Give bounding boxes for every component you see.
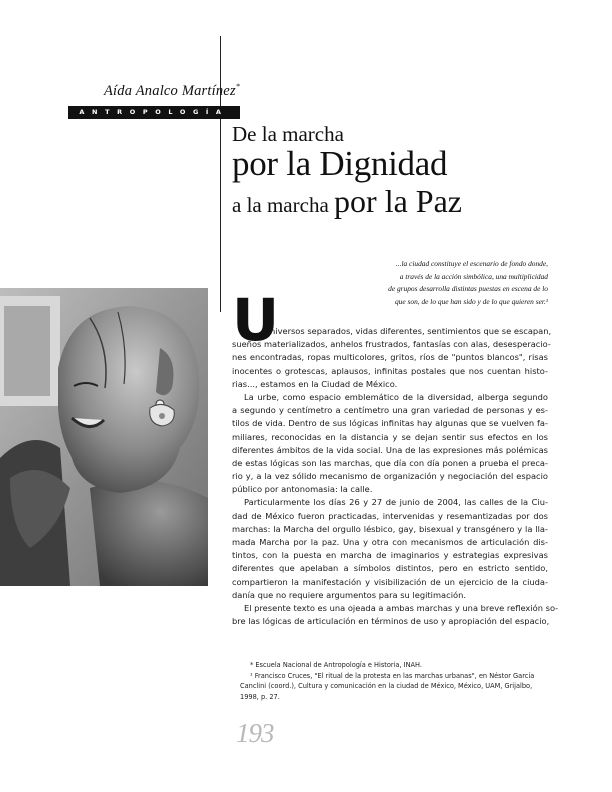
body-line: tintos, con la puesta en marcha de imaginarios y estrategias expresivas xyxy=(232,550,548,561)
author-name: Aída Analco Martínez* xyxy=(103,82,240,99)
body-line: marchas: la Marcha del orgullo lésbico, gay, bisexual y transgénero y la lla- xyxy=(232,523,548,534)
body-line: mada Marcha por la paz. Una y otra con mecanismos de articulación dis- xyxy=(232,537,548,547)
epigraph-line: de grupos desarrolla distintas puestas en escena de lo xyxy=(388,284,548,293)
vertical-rule xyxy=(220,36,221,312)
body-line: nes encontradas, ropas multicolores, gritos, ríos de "puntos blancos", risas xyxy=(232,352,548,363)
footnote-line: Canclini (coord.), Cultura y comunicación en la ciudad de México, México, UAM, Grijalbo, xyxy=(240,682,533,691)
body-line: público por antonomasia: la calle. xyxy=(232,484,373,495)
body-line: bre las lógicas de articulación en términos de uso y apropiación del espacio, xyxy=(232,616,550,627)
body-line: tilos de vida. Dentro de sus lógicas infinitas hay algunas que se vuelven fa- xyxy=(232,418,548,429)
epigraph-line: ...la ciudad constituye el escenario de fondo donde, xyxy=(395,259,548,268)
title-line-3 xyxy=(232,184,462,225)
section-label: ANTROPOLOGÍA xyxy=(68,106,240,119)
body-line: de estas lógicas son las marchas, que día con día ponen a prueba el preca- xyxy=(232,457,548,468)
body-line: inocentes o grotescas, aplausos, infinitas postales que nos cuentan histo- xyxy=(232,365,548,376)
body-line: danía que no requiere argumentos para su legitimación. xyxy=(232,589,466,600)
footnote-line: * Escuela Nacional de Antropología e Historia, INAH. xyxy=(250,661,422,669)
body-line: miliares, reconocidas en la distancia y se dejan sentir sus efectos en los xyxy=(232,431,548,442)
footnote-line: ¹ Francisco Cruces, "El ritual de la protesta en las marchas urbanas", en Néstor García xyxy=(250,671,535,680)
body-line: rias..., estamos en la Ciudad de México. xyxy=(232,378,398,389)
title-line-3-small: a la marcha xyxy=(232,193,335,217)
body-line: La urbe, como espacio emblemático de la diversidad, alberga segundo xyxy=(244,391,548,402)
man-with-earring-photo xyxy=(0,288,208,586)
body-line: diferentes ámbitos de la vida social. Una de las expresiones más polémicas xyxy=(232,444,548,455)
body-line: niversos separados, vidas diferentes, sentimientos que se escapan, xyxy=(270,326,552,336)
body-line: El presente texto es una ojeada a ambas marchas y una breve reflexión so- xyxy=(244,602,559,613)
article-body xyxy=(232,325,559,628)
epigraph-line: que son, de lo que han sido y de lo que quieren ser.¹ xyxy=(394,296,548,306)
body-line: compartieron la manifestación y visibilización de un ejercicio de la ciuda- xyxy=(232,576,548,587)
page-number: 193 xyxy=(236,718,274,748)
title-line-3-big: por la Paz xyxy=(334,183,462,219)
body-line: rio y, a la vez sólido mecanismo de organización y negociación del espacio xyxy=(232,471,548,482)
body-line: Particularmente los días 26 y 27 de junio de 2004, las calles de la Ciu- xyxy=(244,497,548,508)
dropcap: U xyxy=(232,286,280,354)
footnotes xyxy=(240,660,550,702)
body-line: sueños materializados, anhelos frustrados, fantasías con alas, desesperacio- xyxy=(232,339,551,350)
body-line: dad de México fueron practicadas, intervenidas y resemantizadas por dos xyxy=(232,510,548,521)
epigraph-line: a través de la acción simbólica, una multiplicidad xyxy=(399,271,548,281)
epigraph xyxy=(340,258,548,308)
title-line-2: por la Dignidad xyxy=(232,144,448,183)
body-line: diferentes que apelaban a símbolos distintos, pero en estricto sentido, xyxy=(232,563,548,574)
body-line: a segundo y centímetro a centímetro una gran variedad de personas y es- xyxy=(232,405,548,416)
footnote-line: 1998, p. 27. xyxy=(240,692,280,701)
title-line-1: De la marcha xyxy=(232,122,344,146)
